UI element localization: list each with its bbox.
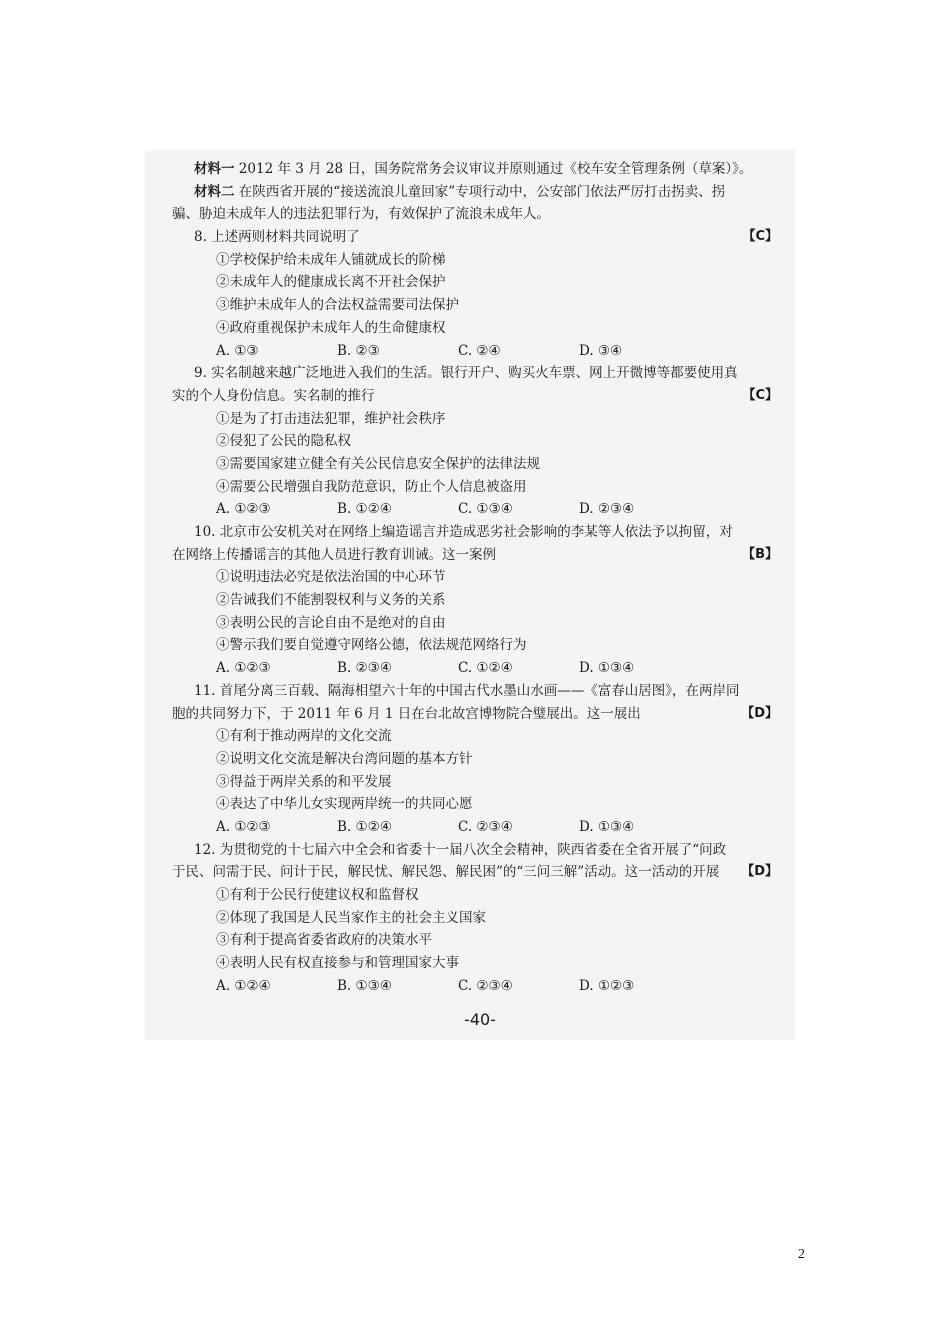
- answer-choice: D. ①③④: [579, 818, 635, 835]
- answer-key: 【C】: [742, 229, 778, 245]
- statement-option: ②说明文化交流是解决台湾问题的基本方针: [216, 750, 473, 767]
- answer-choice: A. ①③: [216, 342, 259, 359]
- material-two-label: 材料二: [194, 183, 235, 200]
- material-two-text: 在陕西省开展的“接送流浪儿童回家”专项行动中，公安部门依法严厉打击拐卖、拐: [238, 183, 726, 200]
- statement-option: ③有利于提高省委省政府的决策水平: [216, 932, 432, 949]
- statement-option: ④需要公民增强自我防范意识，防止个人信息被盗用: [216, 478, 527, 495]
- question-stem-line: [172, 861, 778, 884]
- question-stem-line: [172, 839, 778, 862]
- answer-choice: B. ①③④: [337, 977, 392, 994]
- material-two: [172, 181, 778, 204]
- answer-choice: B. ②③: [337, 342, 380, 359]
- statement-option: ④政府重视保护未成年人的生命健康权: [216, 319, 446, 336]
- question-stem-line: [172, 226, 778, 249]
- statement-option: ④表达了中华儿女实现两岸统一的共同心愿: [216, 796, 473, 813]
- answer-choice: C. ②③④: [458, 818, 513, 835]
- statement-option: ③维护未成年人的合法权益需要司法保护: [216, 297, 459, 314]
- answer-choice: A. ①②③: [216, 501, 271, 518]
- answer-choice: A. ①②③: [216, 660, 271, 677]
- answer-choices: [172, 498, 778, 521]
- statement-option: ④表明人民有权直接参与和管理国家大事: [216, 955, 459, 972]
- statement-option: ③表明公民的言论自由不是绝对的自由: [216, 614, 446, 631]
- question-stem-line: [172, 385, 778, 408]
- statement-option: ②未成年人的健康成长离不开社会保护: [216, 274, 446, 291]
- material-one-text: 2012 年 3 月 28 日，国务院常务会议审议并原则通过《校车安全管理条例（草案）》。: [238, 161, 753, 177]
- statement-option: ②侵犯了公民的隐私权: [216, 433, 351, 450]
- statement-option: ①说明违法必究是依法治国的中心环节: [216, 569, 446, 586]
- answer-choice: B. ②③④: [337, 660, 392, 677]
- question-block: [172, 839, 778, 998]
- question-stem-line: [172, 703, 778, 726]
- statement-option: ①有利于公民行使建议权和监督权: [216, 887, 419, 903]
- question-stem-line: [172, 362, 778, 385]
- exam-content: [172, 158, 778, 997]
- question-stem-text: 11. 首尾分离三百载、隔海相望六十年的中国古代水墨山水画——《富春山居图》，在两岸同: [194, 682, 740, 699]
- question-list: [172, 226, 778, 997]
- statement-option: ①是为了打击违法犯罪，维护社会秩序: [216, 410, 446, 427]
- answer-choice: A. ①②③: [216, 818, 271, 835]
- answer-choice: C. ②③④: [458, 977, 513, 994]
- statement-option: ②体现了我国是人民当家作主的社会主义国家: [216, 909, 486, 926]
- answer-key: 【B】: [742, 546, 778, 562]
- material-one-label: 材料一: [194, 161, 235, 177]
- question-stem-line: [172, 544, 778, 567]
- question-stem-line: [172, 680, 778, 703]
- answer-choice: C. ②④: [458, 342, 501, 359]
- answer-choice: B. ①②④: [337, 501, 392, 518]
- statement-option: ③得益于两岸关系的和平发展: [216, 773, 392, 790]
- question-block: [172, 521, 778, 680]
- question-stem-line: [172, 521, 778, 544]
- answer-key: 【D】: [741, 705, 778, 721]
- answer-key: 【D】: [741, 864, 778, 880]
- answer-choice: D. ①③④: [579, 660, 635, 677]
- question-block: [172, 362, 778, 521]
- scan-page-number: -40-: [464, 1010, 496, 1029]
- question-stem-text: 胞的共同努力下，于 2011 年 6 月 1 日在台北故宫博物院合璧展出。这一展出: [172, 705, 641, 722]
- answer-choices: [172, 975, 778, 998]
- answer-choices: [172, 816, 778, 839]
- answer-choice: D. ①②③: [579, 977, 635, 994]
- answer-key: 【C】: [742, 387, 778, 403]
- page-number: 2: [798, 1247, 805, 1262]
- question-stem-text: 于民、问需于民、问计于民，解民忧、解民怨、解民困”的“三问三解”活动。这一活动的开展: [172, 864, 720, 881]
- answer-choice: C. ①②④: [458, 660, 513, 677]
- question-stem-text: 12. 为贯彻党的十七届六中全会和省委十一届八次全会精神，陕西省委在全省开展了“问政: [194, 841, 727, 858]
- answer-choice: D. ②③④: [579, 501, 635, 518]
- statement-option: ①学校保护给未成年人铺就成长的阶梯: [216, 251, 446, 268]
- question-stem-text: 实的个人身份信息。实名制的推行: [172, 387, 375, 404]
- question-stem-text: 在网络上传播谣言的其他人员进行教育训诫。这一案例: [172, 546, 496, 563]
- question-block: [172, 226, 778, 362]
- answer-choice: C. ①③④: [458, 501, 513, 518]
- statement-option: ①有利于推动两岸的文化交流: [216, 728, 392, 745]
- question-block: [172, 680, 778, 839]
- question-stem-text: 10. 北京市公安机关对在网络上编造谣言并造成恶劣社会影响的李某等人依法予以拘留，对: [194, 524, 733, 540]
- material-one: [172, 158, 778, 181]
- answer-choices: [172, 657, 778, 680]
- statement-option: ③需要国家建立健全有关公民信息安全保护的法律法规: [216, 455, 540, 472]
- answer-choices: [172, 340, 778, 363]
- statement-option: ②告诫我们不能割裂权利与义务的关系: [216, 592, 446, 609]
- statement-option: ④警示我们要自觉遵守网络公德，依法规范网络行为: [216, 637, 527, 654]
- answer-choice: B. ①②④: [337, 818, 392, 835]
- answer-choice: A. ①②④: [216, 977, 271, 994]
- question-stem-text: 9. 实名制越来越广泛地进入我们的生活。银行开户、购买火车票、网上开微博等都要使用真: [194, 365, 738, 382]
- answer-choice: D. ③④: [579, 342, 623, 359]
- material-two-continued: 骗、胁迫未成年人的违法犯罪行为，有效保护了流浪未成年人。: [172, 206, 550, 223]
- question-stem-text: 8. 上述两则材料共同说明了: [194, 229, 360, 246]
